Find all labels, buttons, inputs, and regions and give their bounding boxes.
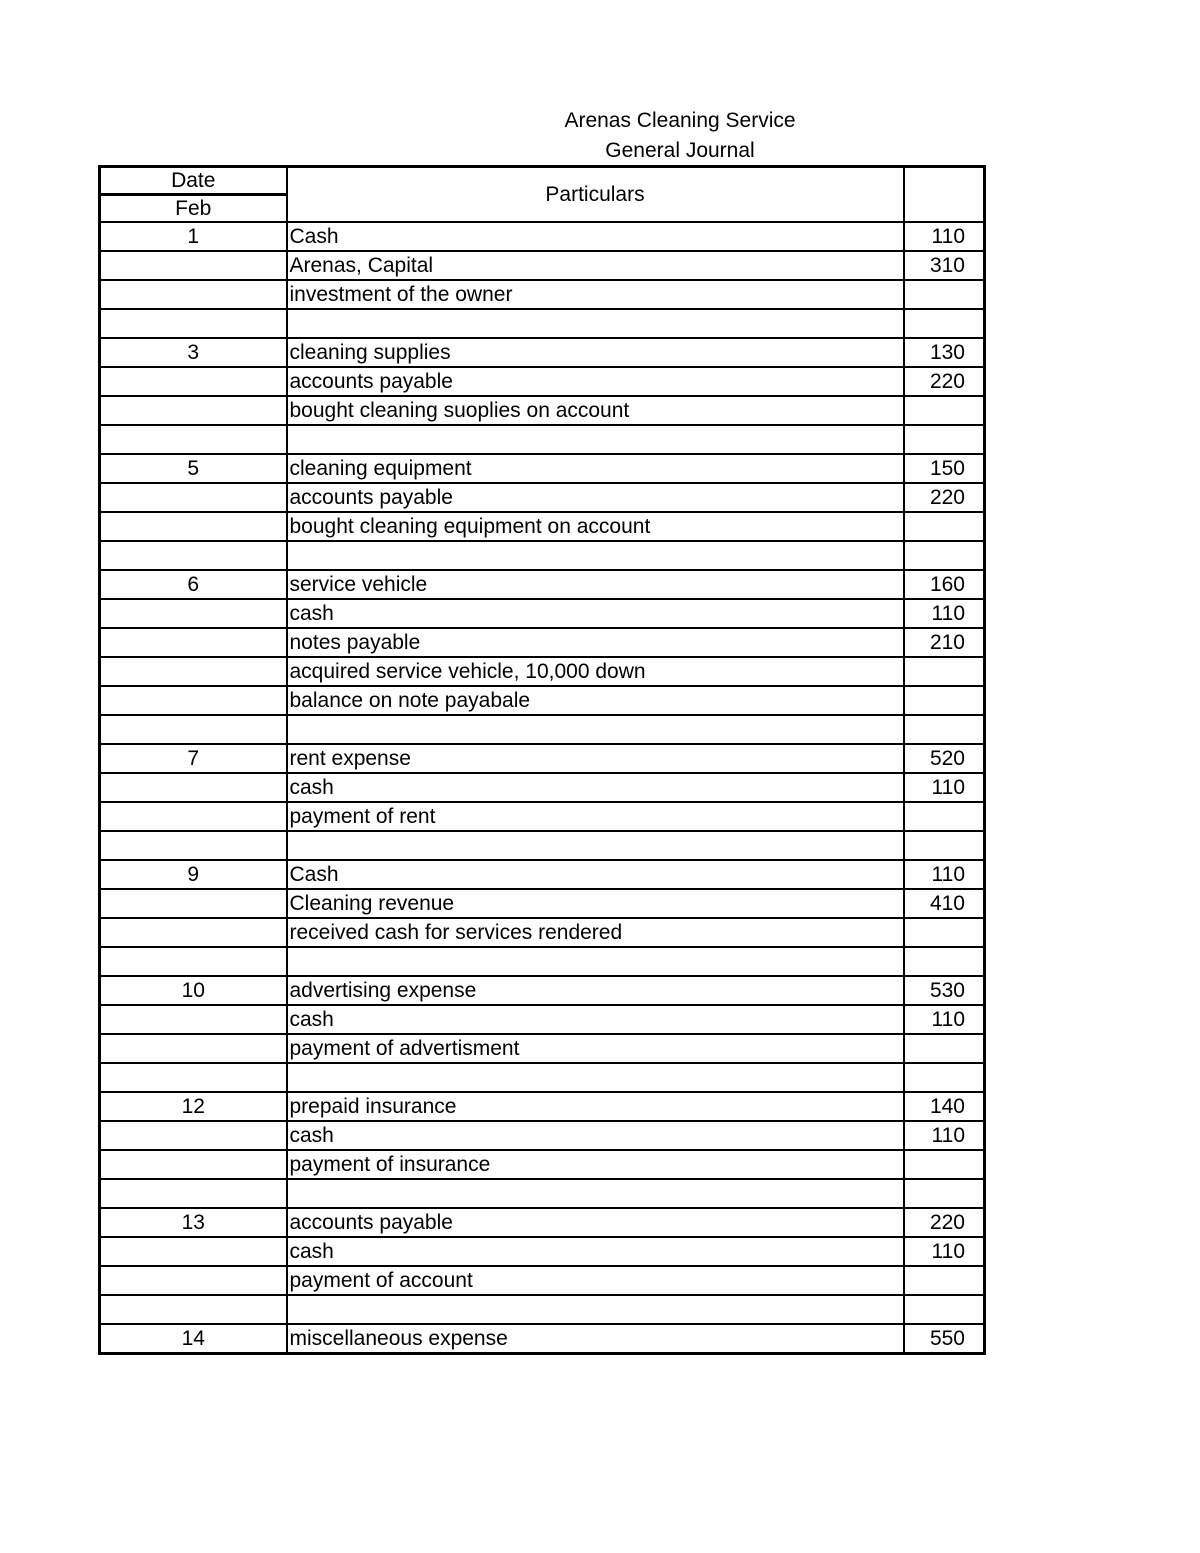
entry-particulars: payment of advertisment xyxy=(287,1034,904,1063)
entry-amount: 130 xyxy=(904,338,985,367)
entry-particulars: cleaning supplies xyxy=(287,338,904,367)
journal-row xyxy=(100,483,985,512)
entry-particulars: advertising expense xyxy=(287,976,904,1005)
journal-row xyxy=(100,280,985,309)
journal-row xyxy=(100,947,985,976)
journal-row xyxy=(100,338,985,367)
journal-row xyxy=(100,628,985,657)
entry-particulars: notes payable xyxy=(287,628,904,657)
entry-particulars: accounts payable xyxy=(287,483,904,512)
journal-row xyxy=(100,744,985,773)
entry-date xyxy=(100,802,287,831)
entry-amount: 530 xyxy=(904,976,985,1005)
entry-particulars: payment of rent xyxy=(287,802,904,831)
entry-amount: 110 xyxy=(904,599,985,628)
journal-row xyxy=(100,1034,985,1063)
entry-particulars: acquired service vehicle, 10,000 down xyxy=(287,657,904,686)
entry-date xyxy=(100,1121,287,1150)
entry-particulars: Cash xyxy=(287,222,904,251)
entry-particulars xyxy=(287,1295,904,1324)
entry-amount xyxy=(904,1179,985,1208)
entry-particulars: service vehicle xyxy=(287,570,904,599)
entry-particulars: prepaid insurance xyxy=(287,1092,904,1121)
journal-row xyxy=(100,396,985,425)
journal-row xyxy=(100,1208,985,1237)
entry-amount: 110 xyxy=(904,1005,985,1034)
entry-date xyxy=(100,251,287,280)
entry-particulars: cash xyxy=(287,1237,904,1266)
entry-particulars xyxy=(287,541,904,570)
entry-amount: 220 xyxy=(904,1208,985,1237)
entry-amount: 140 xyxy=(904,1092,985,1121)
entry-date xyxy=(100,715,287,744)
entry-date: 13 xyxy=(100,1208,287,1237)
entry-particulars: cash xyxy=(287,599,904,628)
amount-column-header xyxy=(904,167,985,223)
entry-date: 10 xyxy=(100,976,287,1005)
entry-date: 9 xyxy=(100,860,287,889)
entry-particulars xyxy=(287,425,904,454)
entry-amount xyxy=(904,1295,985,1324)
entry-date xyxy=(100,686,287,715)
entry-particulars: bought cleaning suoplies on account xyxy=(287,396,904,425)
entry-particulars xyxy=(287,1179,904,1208)
entry-date: 6 xyxy=(100,570,287,599)
journal-row xyxy=(100,222,985,251)
entry-particulars: received cash for services rendered xyxy=(287,918,904,947)
entry-particulars: balance on note payabale xyxy=(287,686,904,715)
entry-particulars: rent expense xyxy=(287,744,904,773)
journal-row xyxy=(100,802,985,831)
entry-particulars xyxy=(287,715,904,744)
entry-amount xyxy=(904,1266,985,1295)
entry-particulars: accounts payable xyxy=(287,367,904,396)
journal-row xyxy=(100,570,985,599)
entry-date xyxy=(100,1063,287,1092)
entry-particulars: cash xyxy=(287,1121,904,1150)
journal-row xyxy=(100,1324,985,1354)
general-journal-table xyxy=(98,165,986,1355)
entry-particulars: cleaning equipment xyxy=(287,454,904,483)
entry-amount xyxy=(904,802,985,831)
journal-row xyxy=(100,976,985,1005)
entry-particulars xyxy=(287,947,904,976)
entry-particulars: accounts payable xyxy=(287,1208,904,1237)
entry-date xyxy=(100,599,287,628)
entry-amount xyxy=(904,280,985,309)
journal-row xyxy=(100,599,985,628)
journal-row xyxy=(100,512,985,541)
entry-amount: 220 xyxy=(904,367,985,396)
entry-particulars xyxy=(287,309,904,338)
entry-date xyxy=(100,1005,287,1034)
entry-amount: 110 xyxy=(904,1237,985,1266)
journal-row xyxy=(100,831,985,860)
company-name: Arenas Cleaning Service xyxy=(564,109,796,132)
journal-row xyxy=(100,425,985,454)
journal-row xyxy=(100,1063,985,1092)
entry-particulars: cash xyxy=(287,773,904,802)
journal-row xyxy=(100,773,985,802)
entry-date xyxy=(100,309,287,338)
entry-amount xyxy=(904,512,985,541)
entry-amount xyxy=(904,396,985,425)
entry-date xyxy=(100,1179,287,1208)
journal-row xyxy=(100,1295,985,1324)
month-header: Feb xyxy=(100,195,287,223)
entry-date xyxy=(100,367,287,396)
entry-date: 5 xyxy=(100,454,287,483)
entry-date xyxy=(100,889,287,918)
entry-date xyxy=(100,396,287,425)
entry-particulars: payment of account xyxy=(287,1266,904,1295)
entry-date xyxy=(100,831,287,860)
entry-date xyxy=(100,947,287,976)
entry-date xyxy=(100,425,287,454)
journal-row xyxy=(100,860,985,889)
entry-date xyxy=(100,483,287,512)
entry-date xyxy=(100,280,287,309)
journal-row xyxy=(100,367,985,396)
entry-particulars xyxy=(287,831,904,860)
entry-date xyxy=(100,1295,287,1324)
entry-amount: 150 xyxy=(904,454,985,483)
journal-row xyxy=(100,715,985,744)
journal-row xyxy=(100,541,985,570)
entry-amount xyxy=(904,657,985,686)
entry-amount: 410 xyxy=(904,889,985,918)
entry-particulars: payment of insurance xyxy=(287,1150,904,1179)
entry-date xyxy=(100,918,287,947)
entry-date xyxy=(100,628,287,657)
entry-date xyxy=(100,1237,287,1266)
entry-particulars: Arenas, Capital xyxy=(287,251,904,280)
journal-row xyxy=(100,686,985,715)
entry-date xyxy=(100,1150,287,1179)
entry-date xyxy=(100,512,287,541)
journal-title: General Journal xyxy=(605,139,755,162)
entry-amount xyxy=(904,309,985,338)
entry-amount xyxy=(904,541,985,570)
entry-amount xyxy=(904,686,985,715)
entry-amount xyxy=(904,1150,985,1179)
journal-row xyxy=(100,1179,985,1208)
entry-amount xyxy=(904,1063,985,1092)
header-row xyxy=(100,167,985,195)
entry-date xyxy=(100,773,287,802)
entry-date: 14 xyxy=(100,1324,287,1354)
journal-row xyxy=(100,657,985,686)
entry-particulars: Cash xyxy=(287,860,904,889)
entry-date: 3 xyxy=(100,338,287,367)
entry-date xyxy=(100,657,287,686)
entry-amount xyxy=(904,918,985,947)
journal-body xyxy=(100,222,985,1354)
entry-amount: 310 xyxy=(904,251,985,280)
entry-amount: 110 xyxy=(904,1121,985,1150)
entry-particulars: bought cleaning equipment on account xyxy=(287,512,904,541)
entry-particulars: investment of the owner xyxy=(287,280,904,309)
entry-date: 1 xyxy=(100,222,287,251)
entry-particulars xyxy=(287,1063,904,1092)
entry-amount: 550 xyxy=(904,1324,985,1354)
particulars-column-header: Particulars xyxy=(287,167,904,223)
entry-amount xyxy=(904,831,985,860)
journal-row xyxy=(100,1150,985,1179)
journal-row xyxy=(100,1266,985,1295)
entry-amount: 210 xyxy=(904,628,985,657)
journal-row xyxy=(100,454,985,483)
entry-amount: 110 xyxy=(904,222,985,251)
journal-row xyxy=(100,1121,985,1150)
journal-row xyxy=(100,309,985,338)
journal-row xyxy=(100,1237,985,1266)
entry-date xyxy=(100,1034,287,1063)
entry-particulars: miscellaneous expense xyxy=(287,1324,904,1354)
entry-date xyxy=(100,1266,287,1295)
entry-amount xyxy=(904,425,985,454)
journal-row xyxy=(100,889,985,918)
journal-row xyxy=(100,1005,985,1034)
journal-row xyxy=(100,251,985,280)
entry-amount: 110 xyxy=(904,773,985,802)
entry-date: 7 xyxy=(100,744,287,773)
entry-particulars: Cleaning revenue xyxy=(287,889,904,918)
entry-amount: 160 xyxy=(904,570,985,599)
entry-amount xyxy=(904,715,985,744)
entry-amount xyxy=(904,1034,985,1063)
entry-date xyxy=(100,541,287,570)
date-column-header: Date xyxy=(100,167,287,195)
journal-row xyxy=(100,1092,985,1121)
entry-amount: 520 xyxy=(904,744,985,773)
entry-amount xyxy=(904,947,985,976)
entry-date: 12 xyxy=(100,1092,287,1121)
entry-particulars: cash xyxy=(287,1005,904,1034)
journal-row xyxy=(100,918,985,947)
entry-amount: 110 xyxy=(904,860,985,889)
entry-amount: 220 xyxy=(904,483,985,512)
